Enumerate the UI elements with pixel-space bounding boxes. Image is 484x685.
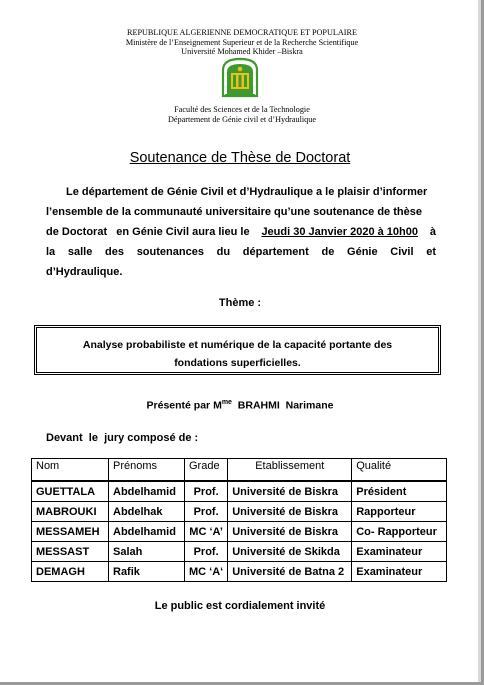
table-cell: Abdelhamid [109,481,185,502]
table-cell: Université de Skikda [228,542,352,562]
header-university: Université Mohamed Khider –Biskra [181,47,303,56]
table-cell: Université de Batna 2 [228,562,352,582]
word: la [46,246,56,258]
announcement-line-5: d’Hydraulique. [46,266,123,278]
table-cell: Université de Biskra [228,522,352,542]
theme-line-1: Analyse probabiliste et numérique de la capacité portante des [82,339,393,351]
table-cell: GUETTALA [32,481,109,502]
table-row [32,562,447,582]
header-republic: REPUBLIQUE ALGERIENNE DEMOCRATIQUE ET POPULAIRE [127,28,357,37]
presenter [0,399,480,412]
word: de [321,246,335,258]
word: Génie [347,246,378,258]
table-cell: DEMAGH [32,562,109,582]
table-cell: Abdelhak [109,502,185,522]
table-cell: Prof. [185,542,228,562]
header-ministry: Ministère de l’Enseignement Superieur et de la Recherche Scientifique [125,37,359,47]
table-row [32,542,447,562]
theme-label: Thème : [218,297,262,309]
table-cell: Salah [109,542,185,562]
table-cell: Examinateur [352,542,447,562]
column-header: Grade [185,459,228,482]
theme-line-2: fondations superficielles. [174,357,301,369]
theme-box [34,325,441,375]
defense-date: Jeudi 30 Janvier 2020 à 10h00 [261,226,418,238]
table-cell: Université de Biskra [228,481,352,502]
announcement-line-3-start: de Doctorat en Génie Civil aura lieu le [46,226,250,238]
announcement-line-4 [46,246,436,258]
university-logo-icon [219,56,261,100]
theme-text [35,336,440,372]
faculty-name: Faculté des Sciences et de la Technologie [174,105,310,114]
table-cell: Co- Rapporteur [352,522,447,542]
closing-invitation: Le public est cordialement invité [154,600,326,612]
announcement-line-1: Le département de Génie Civil et d’Hydraulique a le plaisir d’informer [66,186,428,198]
column-header: Qualité [352,459,447,482]
table-cell: MESSAST [32,542,109,562]
column-header: Prénoms [109,459,185,482]
table-row [32,522,447,542]
word: des [105,246,124,258]
word: soutenances [136,246,204,258]
table-cell: Rapporteur [352,502,447,522]
presenter-prefix: Présenté par M [146,399,222,412]
table-cell: MC ‘A’ [185,522,228,542]
table-header-row [32,459,447,482]
announcement-line-2: l’ensemble de la communauté universitaire qu’une soutenance de thèse [46,206,422,218]
jury-label: Devant le jury composé de : [46,432,199,444]
table-row [32,481,447,502]
page-title: Soutenance de Thèse de Doctorat [129,150,351,166]
table-cell: MC ‘A‘ [185,562,228,582]
announcement-line-3 [46,226,436,238]
table-cell: Université de Biskra [228,502,352,522]
column-header: Etablissement [228,459,352,482]
table-cell: MABROUKI [32,502,109,522]
word: salle [67,246,93,258]
jury-table [31,458,447,582]
column-header: Nom [32,459,109,482]
presenter-name: BRAHMI Narimane [237,399,334,412]
word: et [426,246,436,258]
table-cell: Président [352,481,447,502]
word: Civil [390,246,414,258]
table-cell: Prof. [185,481,228,502]
table-cell: Abdelhamid [109,522,185,542]
table-row [32,502,447,522]
announcement-line-3-end: à [429,226,436,238]
word: département [242,246,309,258]
word: du [216,246,231,258]
department-name: Département de Génie civil et d’Hydraulique [168,114,316,124]
table-cell: Prof. [185,502,228,522]
table-cell: Examinateur [352,562,447,582]
presenter-title-sup: me [221,399,232,406]
table-cell: MESSAMEH [32,522,109,542]
table-cell: Rafik [109,562,185,582]
